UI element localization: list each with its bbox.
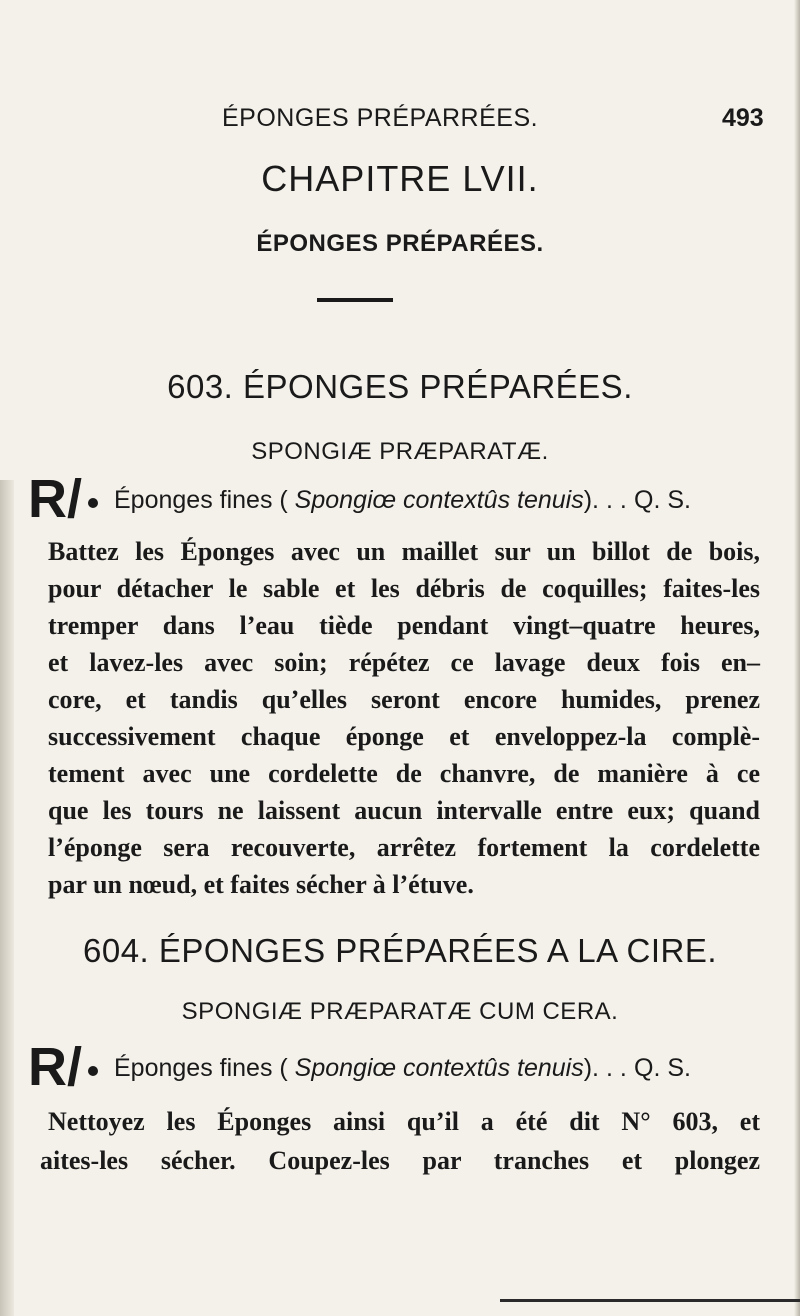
paragraph-line: aites-les sécher. Coupez-les par tranches et plongez [40,1146,760,1175]
paragraph-line: Battez les Éponges avec un maillet sur un billot de bois, [48,537,760,566]
paragraph-line: et lavez-les avec soin; répétez ce lavage deux fois en– [48,648,760,677]
page-number: 493 [722,104,764,132]
ingredient-suffix: ). . . [583,486,627,514]
latin-heading-603: SPONGIÆ PRÆPARATÆ. [251,438,549,465]
ingredient-latin: Spongiœ contextûs tenuis [294,486,584,514]
ingredient-suffix: ). . . [583,1054,627,1082]
quantity: Q. S. [634,486,691,514]
paragraph-line: que les tours ne laissent aucun intervalle entre eux; quand [48,796,760,825]
section-heading-603: 603. ÉPONGES PRÉPARÉES. [167,368,633,405]
paragraph-line: l’éponge sera recouverte, arrêtez fortement la cordelette [48,833,760,862]
recipe-line-603 [28,469,758,538]
page-gutter-shadow [0,480,14,1316]
paragraph-line: successivement chaque éponge et enveloppez-la complè- [48,722,760,751]
chapter-subtitle: ÉPONGES PRÉPARÉES. [256,230,544,257]
running-title: ÉPONGES PRÉPARRÉES. [222,104,539,132]
ingredient [114,486,627,515]
bullet-dot [88,1066,98,1076]
ingredient-prefix: Éponges fines ( [114,1054,288,1082]
recipe-line-604 [28,1037,758,1106]
ingredient-prefix: Éponges fines ( [114,486,288,514]
paragraph-line: par un nœud, et faites sécher à l’étuve. [48,870,474,899]
bullet-dot [88,498,98,508]
paragraph-line: core, et tandis qu’elles seront encore humides, prenez [48,685,760,714]
rx-symbol: R/ [28,1037,82,1097]
separator-rule [317,298,393,302]
chapter-heading: CHAPITRE LVII. [261,158,539,199]
quantity: Q. S. [634,1054,691,1082]
bottom-edge-rule [500,1299,800,1302]
running-head [0,104,800,136]
paragraph-line: tremper dans l’eau tiède pendant vingt–quatre heures, [48,611,760,640]
paragraph-line: Nettoyez les Éponges ainsi qu’il a été dit N° 603, et [48,1107,760,1136]
ingredient [114,1054,627,1083]
latin-heading-604: SPONGIÆ PRÆPARATÆ CUM CERA. [181,998,619,1025]
paragraph-line: tement avec une cordelette de chanvre, de manière à ce [48,759,760,788]
rx-symbol: R/ [28,469,82,529]
section-heading-604: 604. ÉPONGES PRÉPARÉES A LA CIRE. [83,932,717,969]
ingredient-latin: Spongiœ contextûs tenuis [294,1054,584,1082]
paragraph-line: pour détacher le sable et les débris de coquilles; faites-les [48,574,760,603]
